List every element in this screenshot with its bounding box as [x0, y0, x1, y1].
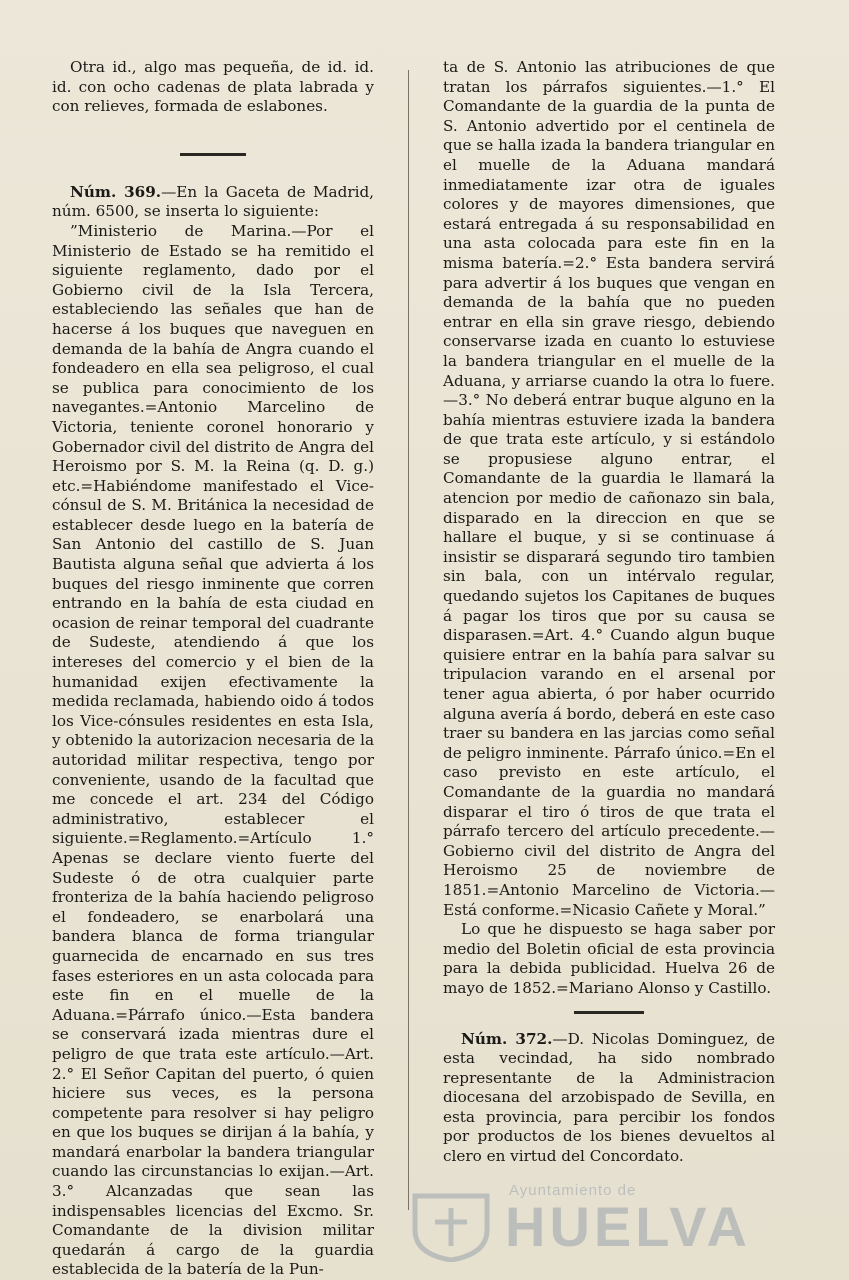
archive-watermark — [405, 1178, 835, 1268]
notice-369-number: Núm. 369. — [70, 182, 162, 201]
publication-order: Lo que he dispuesto se haga saber por medio del Boletin oficial de esta provincia para la debida publicidad. Huelva 26 de mayo de 1852.=Mariano Alonso y Castillo. — [443, 920, 775, 997]
column-divider — [408, 70, 409, 1210]
watermark-small-text: Ayuntamiento de — [509, 1182, 637, 1199]
notice-369 — [52, 183, 374, 222]
notice-372-number: Núm. 372. — [461, 1029, 553, 1048]
coat-of-arms-icon — [405, 1190, 497, 1262]
left-paragraph-1: Otra id., algo mas pequeña, de id. id. id. con ocho cadenas de plata labrada y con relieves, formada de eslabones. — [52, 58, 374, 116]
notice-372 — [443, 1030, 775, 1167]
section-rule — [180, 153, 246, 156]
regulation-continuation: ta de S. Antonio las atribuciones de que tratan los párrafos siguientes.—1.° El Comandante de la guardia de la punta de S. Antonio advertido por el centinela de que se halla izada la bandera triangular en el muelle de la Aduana mandará inmediatamente izar otra de iguales colores y de mayores dimensiones, que estará entregada á su responsabilidad en una asta colocada para este fin en la misma batería.=2.° Esta bandera servirá para advertir á los buques que vengan en demanda de la bahía que no pueden entrar en ella sin grave riesgo, debiendo conservarse izada en cuanto lo estuviese la bandera triangular en el muelle de la Aduana, y arriarse cuando la otra lo fuere.—3.° No deberá entrar buque alguno en la bahía mientras estuviere izada la bandera de que trata este artículo, y si estándolo se propusiese alguno entrar, el Comandante de la guardia le llamará la atencion por medio de cañonazo sin bala, disparado en la direccion en que se hallare el buque, y si se continuase á insistir se disparará segundo tiro tambien sin bala, con un intérvalo regular, quedando sujetos los Capitanes de buques á pagar los tiros que por su causa se disparasen.=Art. 4.° Cuando algun buque quisiere entrar en la bahía para salvar su tripulacion varando en el arsenal por tener agua abierta, ó por haber ocurrido alguna avería á bordo, deberá en este caso traer su bandera en las jarcias como señal de peligro inminente. Párrafo único.=En el caso previsto en este artículo, el Comandante de la guardia no mandará disparar el tiro ó tiros de que trata el párrafo tercero del artículo precedente.—Gobierno civil del distrito de Angra del Heroismo 25 de noviembre de 1851.=Antonio Marcelino de Victoria.—Está conforme.=Nicasio Cañete y Moral.” — [443, 58, 775, 919]
left-column — [52, 58, 374, 1280]
notice-372-text: —D. Nicolas Dominguez, de esta vecindad, ha sido nombrado representante de la Administracion diocesana del arzobispado de Sevilla, en esta provincia, para percibir los fondos por productos de los bienes devueltos al clero en virtud del Concordato. — [443, 1029, 776, 1166]
section-rule — [574, 1011, 644, 1014]
right-column — [443, 58, 775, 1167]
watermark-big-text: HUELVA — [505, 1195, 751, 1258]
regulation-text: ”Ministerio de Marina.—Por el Ministerio de Estado se ha remitido el siguiente reglamento, dado por el Gobierno civil de la Isla Tercera, estableciendo las señales que han de hacerse á los buques que naveguen en demanda de la bahía de Angra cuando el fondeadero en ella sea peligroso, el cual se publica para conocimiento de los navegantes.=Antonio Marcelino de Victoria, teniente coronel honorario y Gobernador civil del distrito de Angra del Heroismo por S. M. la Reina (q. D. g.) etc.=Habiéndome manifestado el Vice-cónsul de S. M. Británica la necesidad de establecer desde luego en la batería de San Antonio del castillo de S. Juan Bautista alguna señal que advierta á los buques del riesgo inminente que corren entrando en la bahía de esta ciudad en ocasion de reinar temporal del cuadrante de Sudeste, atendiendo á que los intereses del comercio y el bien de la humanidad exijen efectivamente la medida reclamada, habiendo oido á todos los Vice-cónsules residentes en esta Isla, y obtenido la autorizacion necesaria de la autoridad militar respectiva, tengo por conveniente, usando de la facultad que me concede el art. 234 del Código administrativo, establecer el siguiente.=Reglamento.=Artículo 1.° Apenas se declare viento fuerte del Sudeste ó de otra cualquier parte fronteriza de la bahía haciendo peligroso el fondeadero, se enarbolará una bandera blanca de forma triangular guarnecida de encarnado en sus tres fases esteriores en un asta colocada para este fin en el muelle de la Aduana.=Párrafo único.—Esta bandera se conservará izada mientras dure el peligro de que trata este artículo.—Art. 2.° El Señor Capitan del puerto, ó quien hiciere sus veces, es la persona competente para resolver si hay peligro en que los buques se dirijan á la bahía, y mandará enarbolar la bandera triangular cuando las circunstancias lo exijan.—Art. 3.° Alcanzadas que sean las indispensables licencias del Excmo. Sr. Comandante de la division militar quedarán á cargo de la guardia establecida de la batería de la Pun- — [52, 221, 374, 1279]
notice-369-text: —En la Gaceta de Madrid, núm. 6500, se inserta lo siguiente: — [52, 182, 375, 221]
